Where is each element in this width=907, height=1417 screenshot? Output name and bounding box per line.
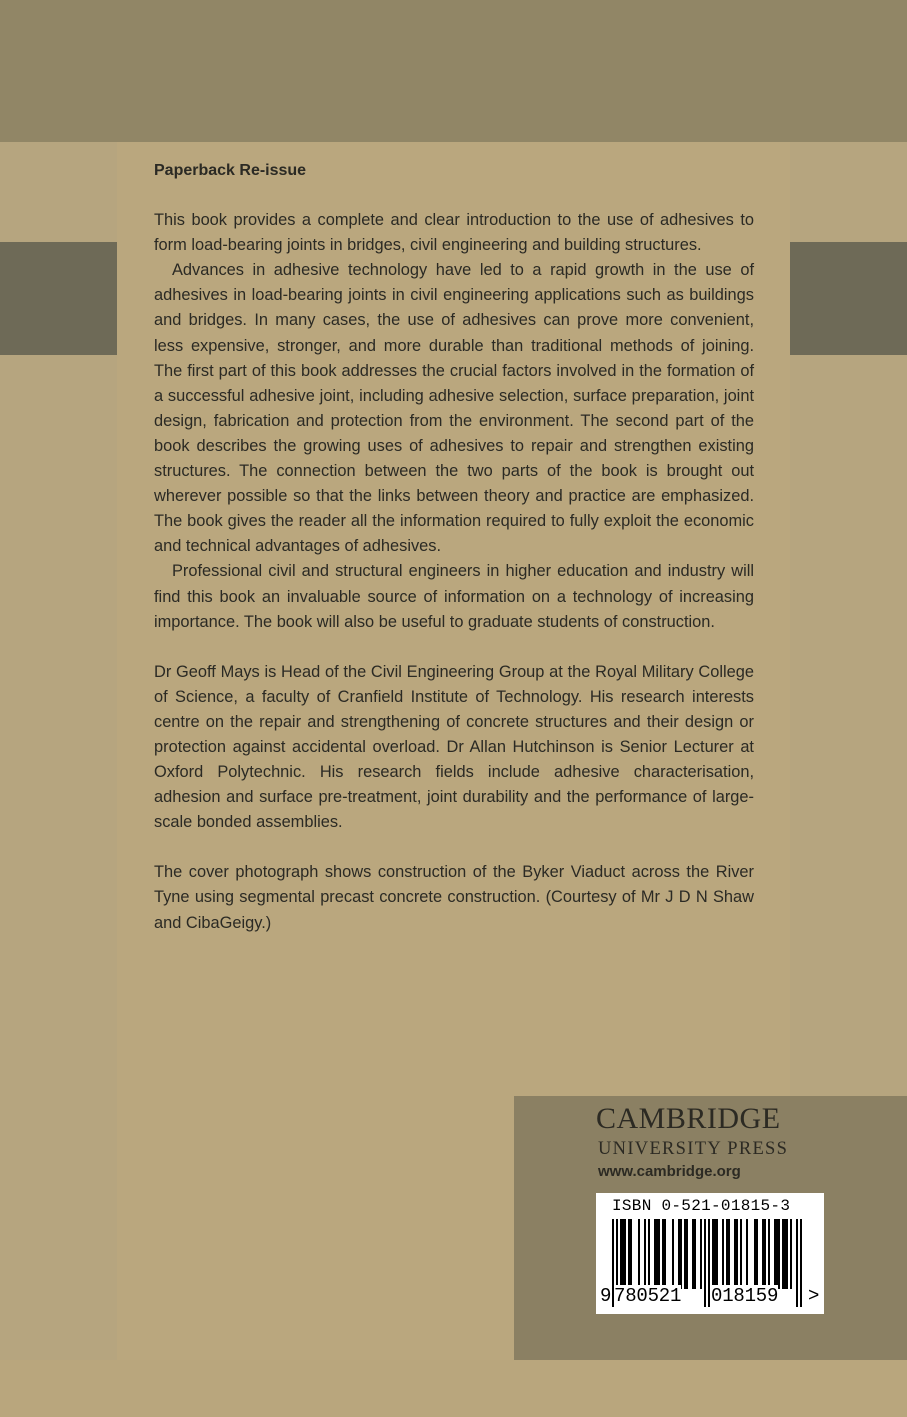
barcode-bar	[754, 1219, 756, 1289]
barcode-left-digits: 780521	[614, 1285, 682, 1307]
barcode-bar	[736, 1219, 738, 1289]
barcode-bar	[684, 1219, 686, 1289]
publisher-logo-subname: UNIVERSITY PRESS	[598, 1139, 789, 1159]
barcode-bar	[728, 1219, 730, 1289]
barcode-quiet-zone-mark: >	[808, 1285, 820, 1307]
authors-paragraph: Dr Geoff Mays is Head of the Civil Engineering Group at the Royal Military College of Science, a faculty of Cranfield Institute of Technology. His research interests centre on the repair and strengthening of concrete structures and their design or protection against accidental overload. Dr Allan Hutchinson is Senior Lecturer at Oxford Polytechnic. His research fields include adhesive characterisation, adhesion and surface pre-treatment, joint durability and the performance of large-scale bonded assemblies.	[154, 662, 754, 832]
isbn-barcode	[596, 1193, 824, 1314]
barcode-bar	[714, 1219, 716, 1289]
left-accent-tab	[0, 242, 117, 355]
barcode-bar	[662, 1219, 664, 1289]
barcode-bar	[790, 1219, 792, 1289]
barcode-bar	[712, 1219, 714, 1289]
barcode-bar	[672, 1219, 674, 1289]
barcode-bar	[746, 1219, 748, 1289]
barcode-right-digits: 018159	[711, 1285, 779, 1307]
barcode-bar	[740, 1219, 742, 1289]
reissue-heading: Paperback Re-issue	[154, 162, 307, 179]
barcode-bar	[734, 1219, 736, 1289]
barcode-bar	[680, 1219, 682, 1289]
barcode-bar	[658, 1219, 660, 1289]
barcode-bar	[694, 1219, 696, 1289]
intro-paragraph: This book provides a complete and clear introduction to the use of adhesives to form load-bearing joints in bridges, civil engineering and building structures.	[154, 211, 754, 255]
barcode-bar	[664, 1219, 666, 1289]
barcode-bar	[764, 1219, 766, 1289]
barcode-bar	[638, 1219, 640, 1289]
barcode-bar	[678, 1219, 680, 1289]
barcode-bar	[648, 1219, 650, 1289]
blurb-column	[154, 158, 754, 936]
barcode-bar	[756, 1219, 758, 1289]
publisher-url: www.cambridge.org	[598, 1163, 741, 1180]
barcode-bar	[784, 1219, 786, 1289]
barcode-bar	[774, 1219, 776, 1289]
barcode-bar	[716, 1219, 718, 1289]
barcode-bar	[644, 1219, 646, 1289]
description-paragraph: Advances in adhesive technology have led to a rapid growth in the use of adhesives in load-bearing joints in civil engineering applications such as buildings and bridges. In many cases, the use of adhesives can prove more convenient, less expensive, stronger, and more durable than traditional methods of joining. The first part of this book addresses the crucial factors involved in the formation of a successful adhesive joint, including adhesive selection, surface preparation, joint design, fabrication and protection from the environment. The second part of the book describes the growing uses of adhesives to repair and strengthen existing structures. The connection between the two parts of the book is brought out wherever possible so that the links between theory and practice are emphasized. The book gives the reader all the information required to fully exploit the economic and technical advantages of adhesives.	[154, 261, 754, 556]
barcode-bar	[622, 1219, 624, 1289]
barcode-bar	[700, 1219, 702, 1289]
barcode-bar	[786, 1219, 788, 1289]
barcode-bar	[782, 1219, 784, 1289]
top-color-band	[0, 0, 907, 142]
right-accent-tab	[790, 242, 907, 355]
barcode-bar	[630, 1219, 632, 1289]
barcode-bar	[620, 1219, 622, 1289]
barcode-bar	[656, 1219, 658, 1289]
barcode-bar	[686, 1219, 688, 1289]
publisher-logo-name: CAMBRIDGE	[596, 1102, 781, 1135]
cover-credit-paragraph: The cover photograph shows construction of the Byker Viaduct across the River Tyne using segmental precast concrete construction. (Courtesy of Mr J D N Shaw and CibaGeigy.)	[154, 863, 754, 932]
barcode-bar	[722, 1219, 724, 1289]
barcode-bar	[692, 1219, 694, 1289]
barcode-bar	[762, 1219, 764, 1289]
audience-paragraph: Professional civil and structural engineers in higher education and industry will find this book an invaluable source of information on a technology of increasing importance. The book will also be useful to graduate students of construction.	[154, 562, 754, 631]
barcode-bar	[778, 1219, 780, 1289]
barcode-bar	[624, 1219, 626, 1289]
barcode-bar	[726, 1219, 728, 1289]
isbn-label: ISBN 0-521-01815-3	[612, 1197, 791, 1215]
barcode-lead-digit: 9	[600, 1285, 612, 1307]
barcode-bar	[654, 1219, 656, 1289]
barcode-bar	[768, 1219, 770, 1289]
barcode-bar	[776, 1219, 778, 1289]
barcode-digits	[600, 1285, 820, 1309]
barcode-bar	[628, 1219, 630, 1289]
